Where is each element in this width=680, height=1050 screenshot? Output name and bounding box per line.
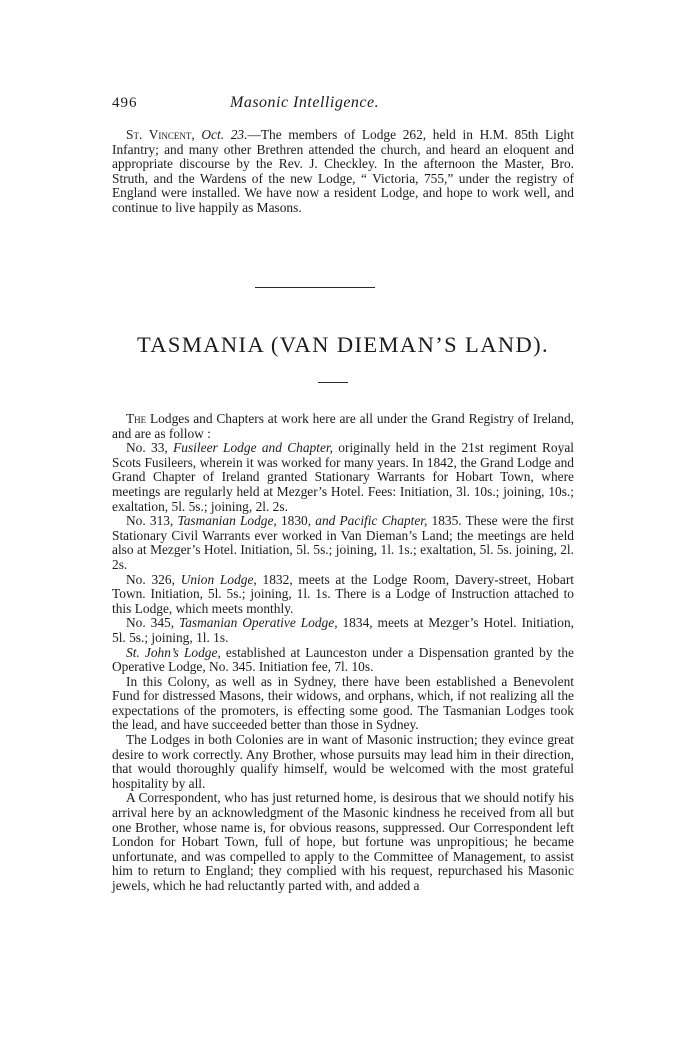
st-vincent-block [112,128,574,216]
intro-text: Lodges and Chapters at work here are all under the Grand Registry of Ireland, and are as follow : [112,411,574,441]
lodge-326-name: Union Lodge, [180,571,257,587]
lodge-313-year: 1830, [276,513,316,529]
correspondent-paragraph: A Correspondent, who has just returned home, is desirous that we should notify his arrival here by an acknowledgment of the Masonic kindness he received from all but one Brother, whose name is, for obvious reasons, suppressed. Our Correspondent left London for Hobart Town, full of hope, but fortune was unpropitious; he became unfortunate, and was compelled to apply to the Committee of Management, to assist him to return to England; they complied with his request, repurchased his Masonic jewels, which he had reluctantly parted with, and added a [112,790,574,893]
instruction-paragraph: The Lodges in both Colonies are in want of Masonic instruction; they evince great desire to work correctly. Any Brother, whose pursuits may lead him in their direction, that would thoroughly qualify himself, would be welcomed with the most grateful hospitality by all. [112,732,574,791]
heading-rule [318,382,348,383]
lodge-345-paragraph [112,616,574,645]
page-number: 496 [112,95,138,111]
running-title: Masonic Intelligence. [230,94,380,111]
lodge-313-paragraph [112,514,574,572]
lodge-345-text: 1834, meets at Mezger’s Hotel. Initiation, 5l. 5s.; joining, 1l. 1s. [112,615,575,645]
lodge-326-text: 1832, meets at the Lodge Room, Davery-street, Hobart Town. Initiation, 5l. 5s.; joining, 1l. 1s. There is a Lodge of Instruction attached to this Lodge, which meets monthly. [112,571,574,616]
lodge-326-number: No. 326, [126,571,181,587]
chapter-name: and Pacific Chapter, [315,513,428,529]
st-vincent-paragraph [112,128,574,216]
running-head [112,95,572,117]
intro-first-word: The [126,411,147,426]
section-heading: TASMANIA (VAN DIEMAN’S LAND). [136,332,550,357]
st-vincent-date: Oct. 23. [201,127,248,142]
lodge-326-paragraph [112,573,574,617]
st-johns-text: established at Launceston under a Dispensation granted by the Operative Lodge, No. 345. Initiation fee, 7l. 10s. [112,644,574,675]
st-vincent-text: —The members of Lodge 262, held in H.M. 85th Light Infantry; and many other Brethren attended the church, and heard an eloquent and appropriate discourse by the Rev. J. Checkley. In the afternoon the Master, Bro. Struth, and the Wardens of the new Lodge, “ Victoria, 755,” under the registry of England were installed. We have now a resident Lodge, and hope to work well, and continue to live happily as Masons. [112,127,574,215]
intro-paragraph [112,412,574,441]
lodge-33-paragraph [112,441,574,514]
lodge-313-name: Tasmanian Lodge, [177,513,277,529]
lodge-313-text: 1835. These were the first Stationary Civil Warrants ever worked in Van Dieman’s Land; the meetings are held also at Mezger’s Hotel. Initiation, 5l. 5s.; joining, 1l. 1s.; exaltation, 5l. 5s. joining, 2l. 2s. [112,513,575,572]
st-vincent-place: St. Vincent, [126,127,195,142]
lodge-33-number: No. 33, [126,440,174,456]
st-johns-name: St. John’s Lodge, [126,644,221,660]
lodge-345-name: Tasmanian Operative Lodge, [179,615,338,631]
lodge-33-text: originally held in the 21st regiment Royal Scots Fusileers, wherein it was worked for many years. In 1842, the Grand Lodge and Grand Chapter of Ireland granted Stationary Warrants for Hobart Town, where meetings are regularly held at Mezger’s Hotel. Fees: Initiation, 3l. 10s.; joining, 10s.; exaltation, 5l. 5s.; joining, 2l. 2s. [112,440,574,514]
lodge-313-number: No. 313, [126,513,178,529]
lodge-345-number: No. 345, [126,615,180,631]
colony-paragraph: In this Colony, as well as in Sydney, there have been established a Benevolent Fund for distressed Masons, their widows, and orphans, which, if not realizing all the expectations of the promoters, is effecting some good. The Tasmanian Lodges took the lead, and have succeeded better than those in Sydney. [112,673,574,733]
tasmania-block [112,412,574,894]
section-divider [255,287,375,288]
lodge-33-name: Fusileer Lodge and Chapter, [173,440,333,456]
st-johns-paragraph [112,646,574,675]
